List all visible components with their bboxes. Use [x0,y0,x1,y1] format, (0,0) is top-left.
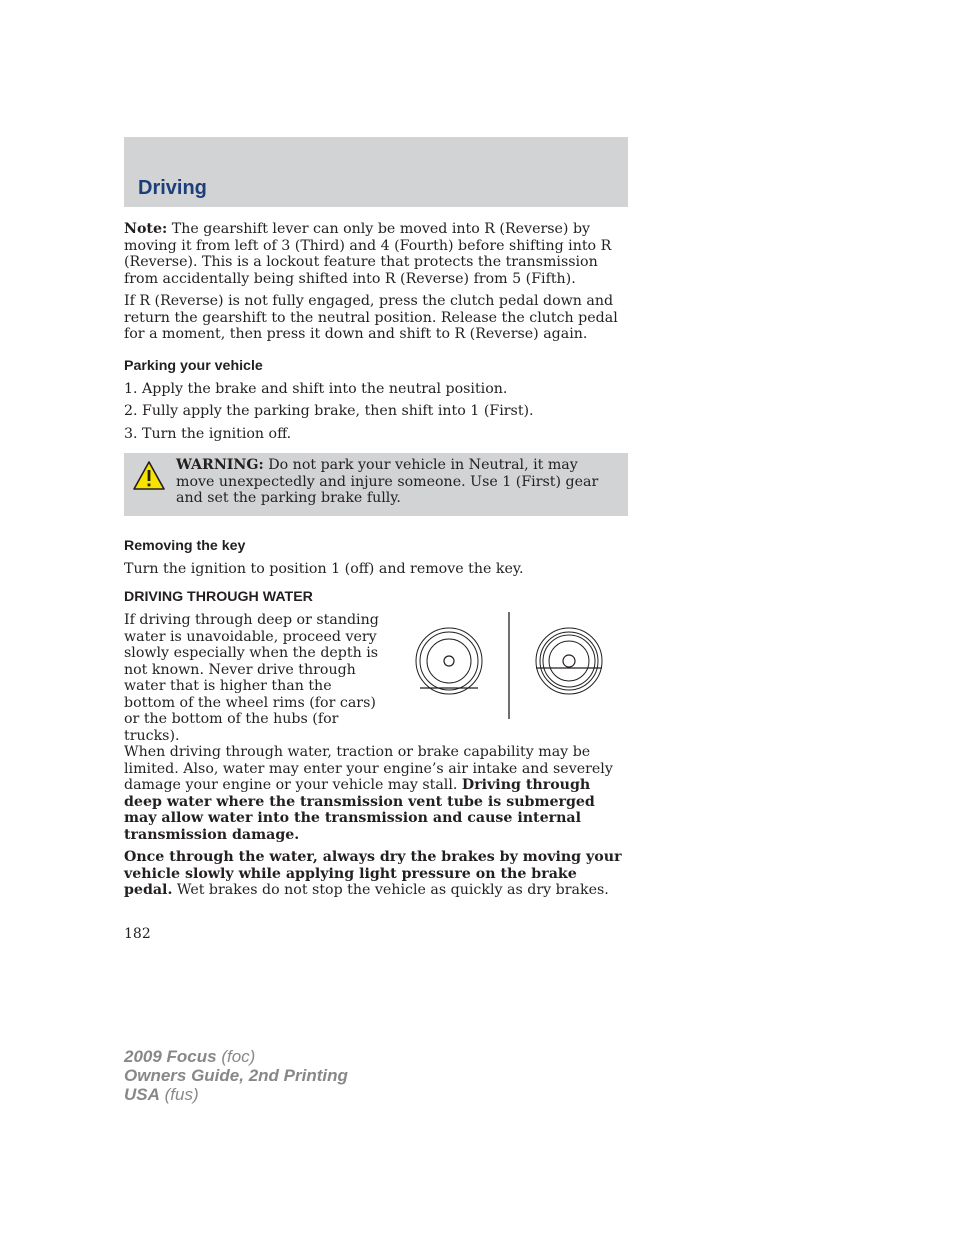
footer-line-model [124,1047,348,1066]
water-brakes-paragraph [124,849,628,899]
warning-box [124,453,628,516]
water-transmission-warning: Driving through deep water where the transmission vent tube is submerged may allow water into the transmission and cause internal transmission damage. [124,777,595,843]
document-footer [124,1047,348,1104]
water-brakes-text: Wet brakes do not stop the vehicle as quickly as dry brakes. [172,882,609,898]
section-title: Driving [138,177,207,199]
footer-guide: Owners Guide, 2nd Printing [124,1066,348,1085]
parking-step: 2. Fully apply the parking brake, then shift into 1 (First). [124,403,534,419]
removing-key-heading: Removing the key [124,537,246,554]
parking-step: 3. Turn the ignition off. [124,425,292,442]
footer-market: USA [124,1085,160,1104]
page-number: 182 [124,926,151,942]
footer-line-market [124,1085,348,1104]
reverse-paragraph: If R (Reverse) is not fully engaged, press the clutch pedal down and return the gearshift to the neutral position. Release the clutch pedal for a moment, then press it down and shift to R (Reverse) again. [124,293,618,342]
warning-triangle-icon [132,459,166,493]
note-label: Note: [124,221,168,237]
footer-line-guide [124,1066,348,1085]
section-header-band [124,137,628,207]
note-text: The gearshift lever can only be moved into R (Reverse) by moving it from left of 3 (Third) and 4 (Fourth) before shifting into R (Reverse). This is a lockout feature that protects the transmission from accidentally being shifted into R (Reverse) from 5 (Fifth). [124,221,612,287]
water-brakes-instruction: Once through the water, always dry the brakes by moving your vehicle slowly while applying light pressure on the brake pedal. [124,849,622,898]
wheel-water-level-illustration [412,612,612,720]
water-intro-text: If driving through deep or standing water is unavoidable, proceed very slowly especially when the depth is not known. Never drive through water that is higher than the bottom of the wheel rims (for cars) or the bottom of the hubs (for trucks). [124,612,379,744]
water-intro-row [124,612,628,744]
footer-model-code: (foc) [216,1047,256,1066]
footer-market-code: (fus) [159,1085,199,1104]
water-heading: DRIVING THROUGH WATER [124,589,313,605]
parking-step: 1. Apply the brake and shift into the neutral position. [124,380,508,397]
water-traction-paragraph [124,744,628,843]
page-content [124,221,628,905]
removing-key-text: Turn the ignition to position 1 (off) and remove the key. [124,560,524,577]
parking-heading: Parking your vehicle [124,357,263,374]
warning-label: WARNING: [176,457,264,473]
note-paragraph [124,221,628,287]
warning-text: Do not park your vehicle in Neutral, it may move unexpectedly and injure someone. Use 1 (First) gear and set the parking brake fully. [176,457,599,506]
footer-model: 2009 Focus [124,1047,217,1066]
water-traction-text: When driving through water, traction or brake capability may be limited. Also, water may enter your engine’s air intake and severely damage your engine or your vehicle may stall. [124,744,613,793]
